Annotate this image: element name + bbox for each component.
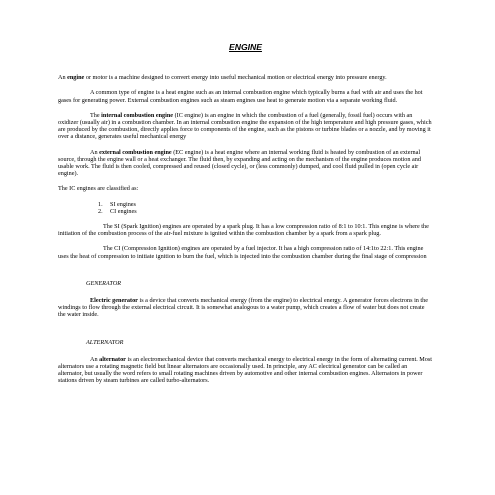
text-fragment: The bbox=[90, 111, 102, 119]
paragraph-si-engines: The SI (Spark Ignition) engines are operated by a spark plug. It has a low compression ratio of 8:1 to 10:1. This engine is where the initiation of the combustion process of the air-fuel mixture is ignited within the combustion chamber by a spark from a spark plug. bbox=[58, 223, 429, 238]
text-fragment: (IC engine) is an engine in which the combustion of a fuel (generally, fossil fuel) occurs with an oxidizer (usually air) in a combustion chamber. In an internal combustion engine the expansion of the high temperature and high pressure gases, which are produced by the combustion, directly applies force to components of the engine, such as the pistons or turbine blades or a nozzle, and by moving it over a distance, generates useful mechanical energy bbox=[58, 111, 432, 141]
section-heading-generator: GENERATOR bbox=[86, 279, 122, 287]
paragraph-classification: The IC engines are classified as: bbox=[58, 185, 139, 193]
bold-term-alternator: alternator bbox=[99, 355, 126, 363]
bold-term-ic-engine: internal combustion engine bbox=[101, 111, 174, 119]
text-fragment: or motor is a machine designed to convert energy into useful mechanical motion or electrical energy into pressure energy. bbox=[84, 74, 387, 82]
list-text: CI engines bbox=[110, 207, 137, 215]
page-title: ENGINE bbox=[229, 42, 262, 52]
list-number: 1. bbox=[98, 200, 103, 208]
paragraph-ci-engines: The CI (Compression Ignition) engines are operated by a fuel injector. It has a high compression ratio of 14:1to 22:1. This engine uses the heat of compression to initiate ignition to burn the fuel, which is injected into the combustion chamber during the final stage of compression bbox=[58, 245, 427, 260]
engine-type-list bbox=[98, 201, 433, 215]
list-number: 2. bbox=[98, 207, 103, 215]
section-heading-alternator: ALTERNATOR bbox=[86, 338, 124, 346]
paragraph-external-combustion bbox=[58, 149, 433, 178]
list-item bbox=[98, 208, 433, 215]
text-fragment: (EC engine) is a heat engine where an internal working fluid is heated by combustion of an external source, through the engine wall or a heat exchanger. The fluid then, by expanding and acting on the mechanism of the engine produces motion and usable work. The fluid is then cooled, compressed and reused (closed cycle), or (less commonly) dumped, and cool fluid pulled in (open cycle air engine). bbox=[58, 148, 421, 178]
text-fragment: An bbox=[90, 148, 100, 156]
paragraph-alternator bbox=[58, 356, 433, 385]
paragraph-heat-engine: A common type of engine is a heat engine such as an internal combustion engine which typically burns a fuel with air and uses the hot gases for generating power. External combustion engines such as steam engines use heat to generate motion via a separate working fluid. bbox=[58, 89, 423, 104]
paragraph-engine-definition bbox=[58, 74, 433, 81]
text-fragment: An bbox=[90, 355, 100, 363]
paragraph-internal-combustion bbox=[58, 112, 433, 141]
list-text: SI engines bbox=[110, 200, 136, 208]
bold-term-engine: engine bbox=[67, 74, 85, 82]
list-item bbox=[98, 201, 433, 208]
bold-term-ec-engine: external combustion engine bbox=[99, 148, 172, 156]
bold-term-generator: Electric generator bbox=[90, 297, 138, 305]
text-fragment: is an electromechanical device that converts mechanical energy to electrical energy in the form of alternating current. Most alternators use a rotating magnetic field but linear alternators are occasionally used. In principle, any AC electrical generator can be called an alternator, but usually the word refers to small rotating machines driven by automotive and other internal combustion engines. Alternators in power stations driven by steam turbines are called turbo-alternators. bbox=[58, 355, 433, 385]
text-fragment: is a device that converts mechanical energy (from the engine) to electrical energy. A generator forces electrons in the windings to flow through the external electrical circuit. It is somewhat analogous to a water pump, which creates a flow of water but does not create the water inside. bbox=[58, 297, 428, 319]
text-fragment: An bbox=[58, 74, 68, 82]
paragraph-generator bbox=[58, 297, 433, 319]
